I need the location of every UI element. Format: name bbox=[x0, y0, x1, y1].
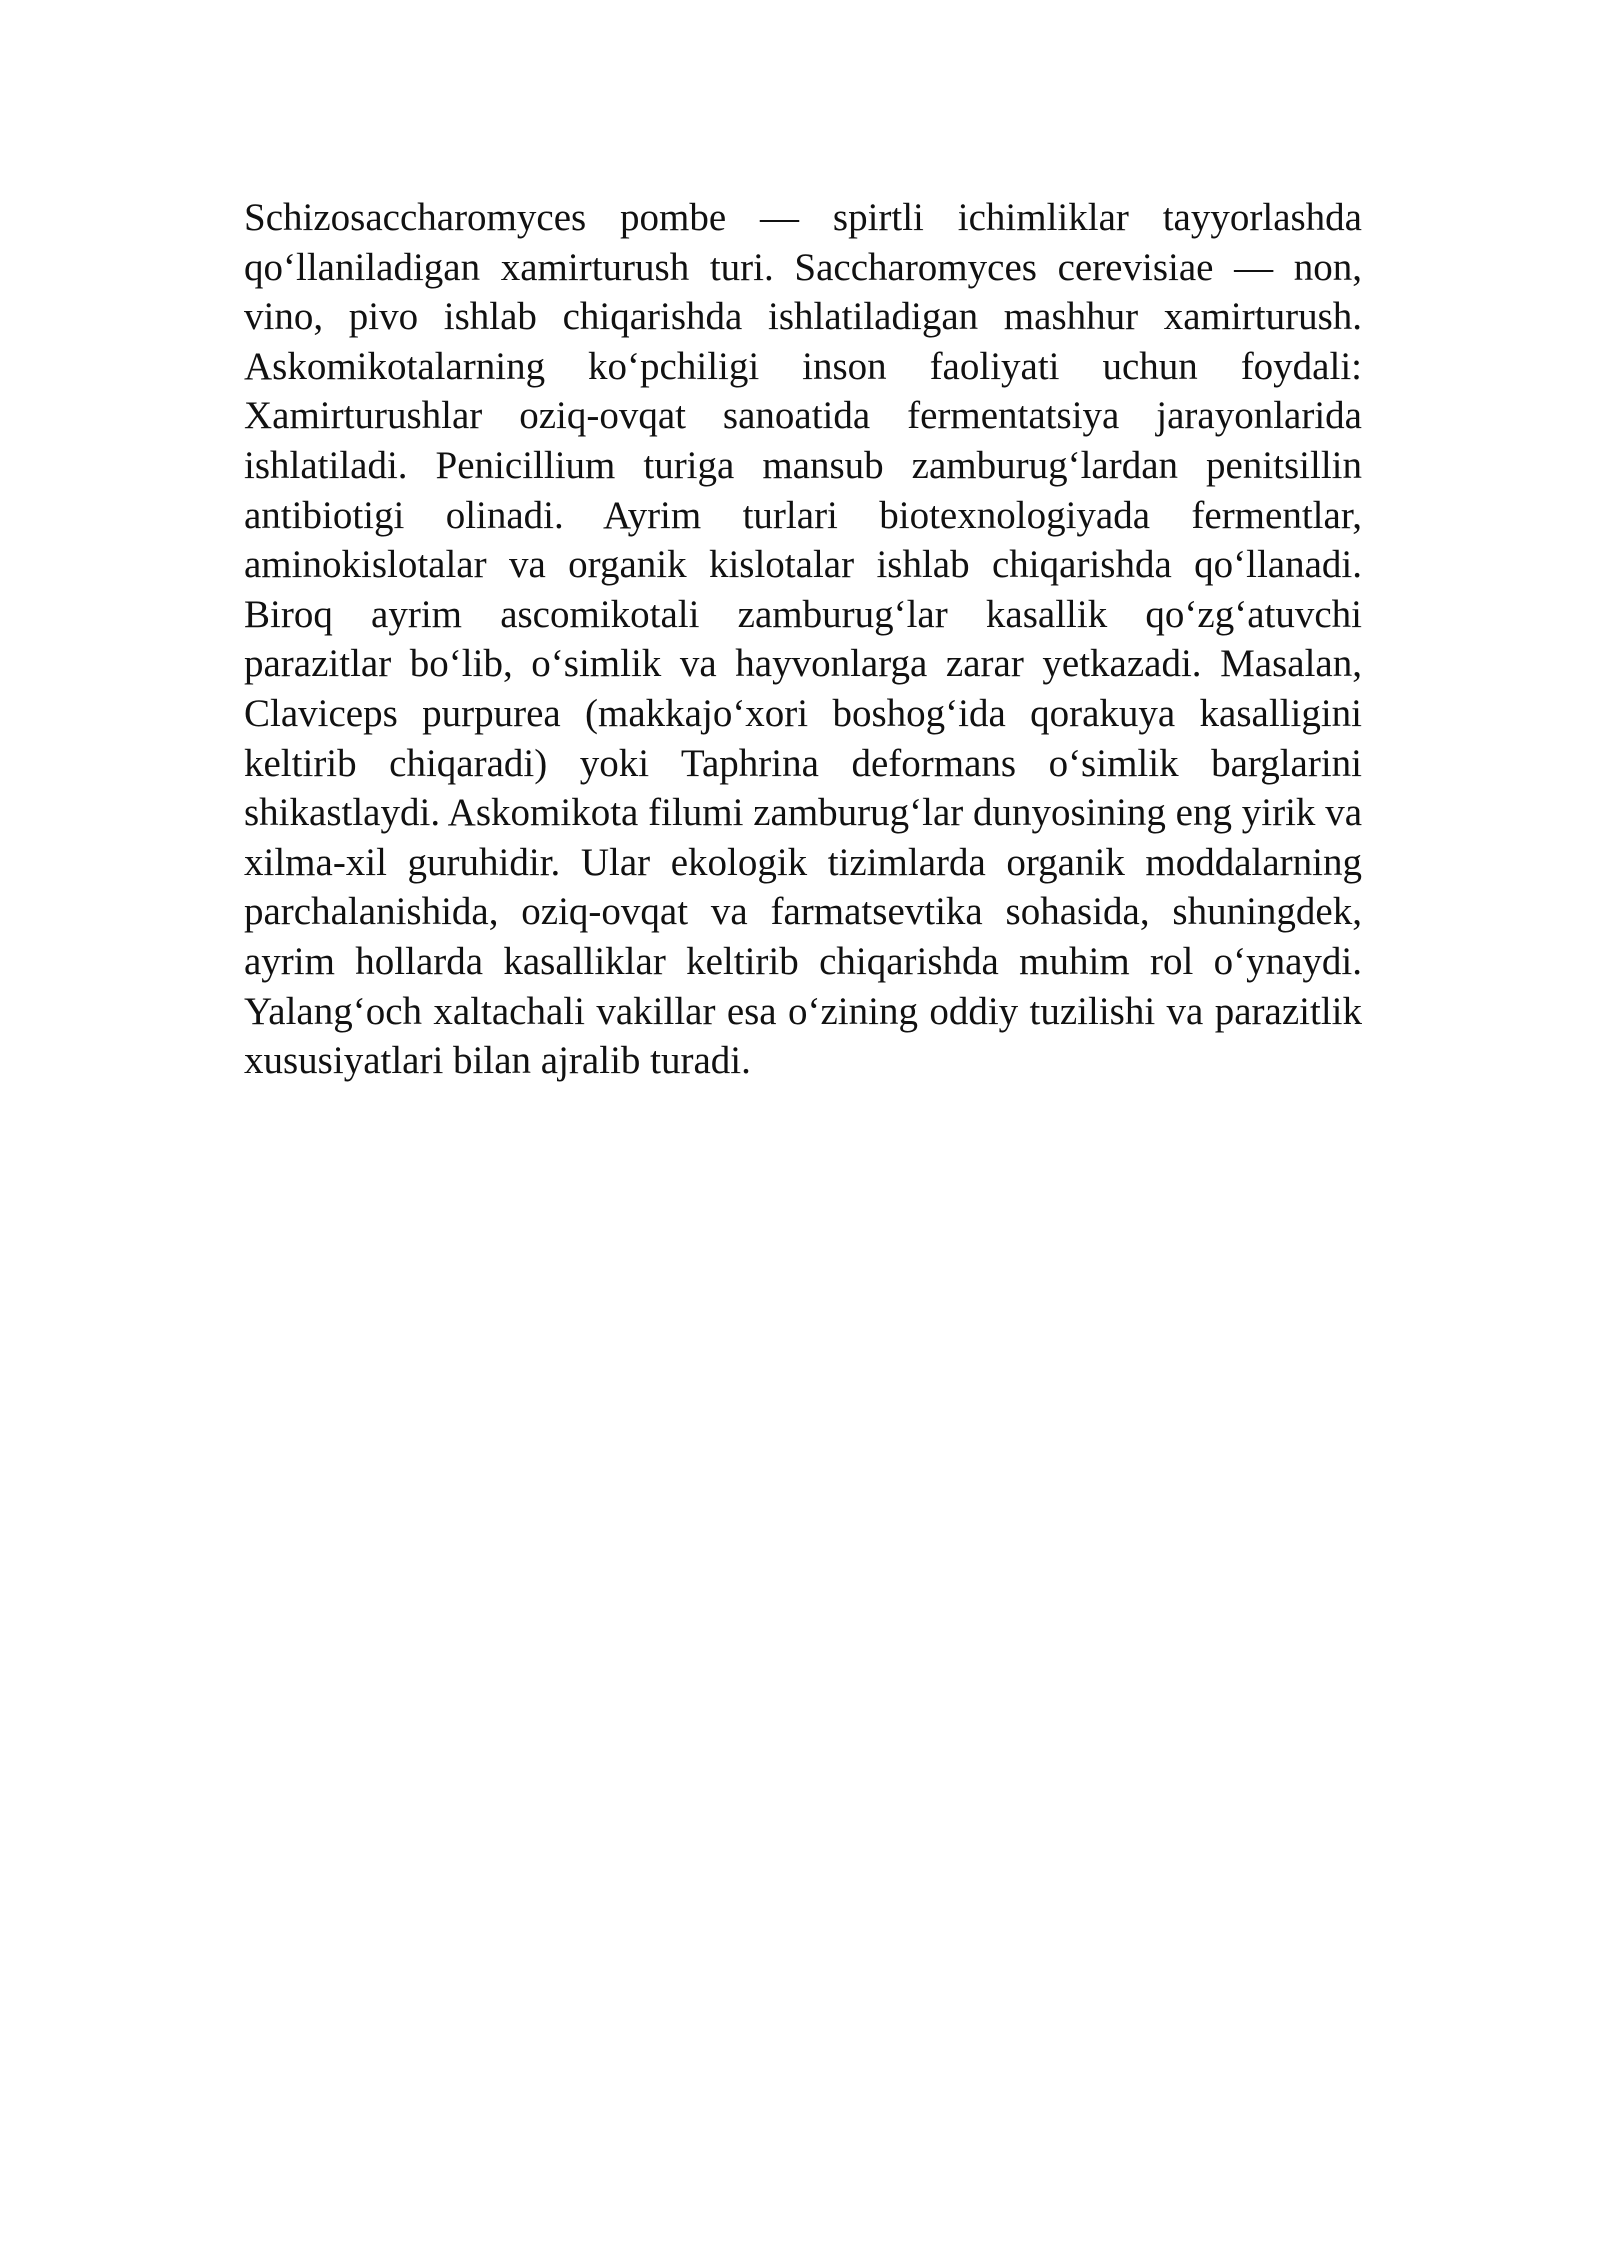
body-paragraph: Schizosaccharomyces pombe — spirtli ichimliklar tayyorlashda qo‘llaniladigan xamirturush turi. Saccharomyces cerevisiae — non, vino, pivo ishlab chiqarishda ishlatiladigan mashhur xamirturush. Askomikotalarning ko‘pchiligi inson faoliyati uchun foydali: Xamirturushlar oziq-ovqat sanoatida fermentatsiya jarayonlarida ishlatiladi. Penicillium turiga mansub zamburug‘lardan penitsillin antibiotigi olinadi. Ayrim turlari biotexnologiyada fermentlar, aminokislotalar va organik kislotalar ishlab chiqarishda qo‘llanadi. Biroq ayrim ascomikotali zamburug‘lar kasallik qo‘zg‘atuvchi parazitlar bo‘lib, o‘simlik va hayvonlarga zarar yetkazadi. Masalan, Claviceps purpurea (makkajo‘xori boshog‘ida qorakuya kasalligini keltirib chiqaradi) yoki Taphrina deformans o‘simlik barglarini shikastlaydi. Askomikota filumi zamburug‘lar dunyosining eng yirik va xilma-xil guruhidir. Ular ekologik tizimlarda organik moddalarning parchalanishida, oziq-ovqat va farmatsevtika sohasida, shuningdek, ayrim hollarda kasalliklar keltirib chiqarishda muhim rol o‘ynaydi. Yalang‘och xaltachali vakillar esa o‘zining oddiy tuzilishi va parazitlik xususiyatlari bilan ajralib turadi. bbox=[244, 196, 1362, 1083]
